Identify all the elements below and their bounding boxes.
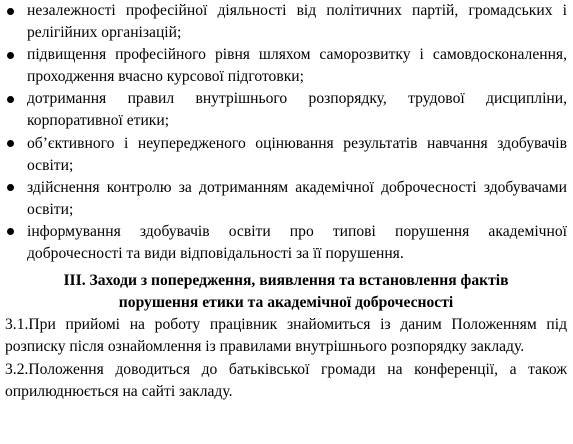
bullet-list: [5, 0, 567, 265]
list-item-text: незалежності професійної діяльності від політичних партій, громадських і релігійних організацій;: [27, 2, 567, 42]
section-heading: ІІІ. Заходи з попередження, виявлення та встановлення фактів порушення етики та академічної доброчесності: [63, 272, 509, 312]
list-item-text: інформування здобувачів освіти про типові порушення академічної доброчесності та види відповідальності за її порушення.: [27, 222, 567, 263]
list-item: [5, 0, 567, 44]
bullet-icon: [7, 8, 14, 15]
bullet-icon: [7, 52, 14, 59]
list-item: [5, 44, 567, 88]
list-item: [5, 221, 567, 265]
bullet-icon: [7, 184, 14, 191]
list-item: [5, 133, 567, 177]
bullet-icon: [7, 228, 14, 235]
bullet-icon: [7, 96, 14, 103]
list-item-text: здійснення контролю за дотриманням академічної доброчесності здобувачами освіти;: [27, 178, 567, 218]
list-item-text: об’єктивного і неупередженого оцінювання результатів навчання здобувачів освіти;: [27, 134, 567, 174]
list-item: [5, 177, 567, 221]
list-item-text: дотримання правил внутрішнього розпорядку, трудової дисципліни, корпоративної етики;: [27, 90, 567, 130]
paragraph-3-2: 3.2.Положення доводиться до батьківської громади на конференції, а також оприлюднюється на сайті закладу.: [5, 360, 567, 400]
list-item: [5, 88, 567, 132]
list-item-text: підвищення професійного рівня шляхом саморозвитку і самовдосконалення, проходження вчасно курсової підготовки;: [27, 46, 567, 86]
bullet-icon: [7, 140, 14, 147]
paragraph-3-1: 3.1.При прийомі на роботу працівник знайомиться із даним Положенням під розписку після ознайомлення із правилами внутрішнього розпорядку закладу.: [5, 316, 567, 356]
